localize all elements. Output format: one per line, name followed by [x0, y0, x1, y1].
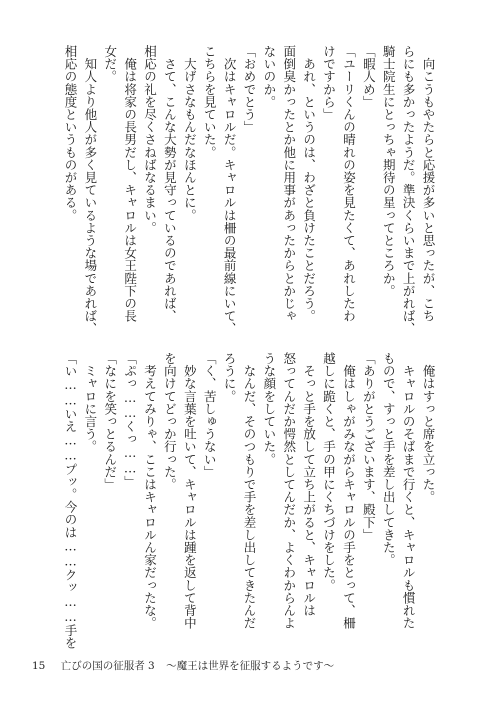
text-line: 「なにを笑っとるんだ」 [102, 352, 118, 491]
text-line: 俺はしゃがみながらキャロルの手をとって、柵 [341, 352, 357, 630]
text-line: らにも多かったようだ。準決くらいまで上がれば、 [401, 45, 417, 335]
text-line: そっと手を放して立ち上がると、キャロルは [301, 352, 317, 617]
text-line: さて、こんな大勢が見守っているのであれば、 [162, 45, 178, 323]
text-line: 考えてみりゃ、ここはキャロルん家だったな。 [142, 352, 158, 630]
text-line: けですから」 [321, 45, 337, 121]
text-line: 知人より他人が多く見ているような場であれば、 [82, 45, 98, 335]
text-line: なんだ、そのつもりで手を差し出してきたんだ [241, 352, 257, 630]
page-footer [32, 658, 334, 673]
text-line: うな顔をしていた。 [261, 352, 277, 466]
book-title: 亡びの国の征服者 3 [60, 660, 155, 672]
text-line: 女だ。 [102, 45, 118, 83]
text-line: ミャロに言う。 [82, 352, 98, 453]
text-line: ろうに。 [222, 352, 238, 403]
text-line: 妙な言葉を吐いて、キャロルは踵を返して背中 [182, 352, 198, 630]
text-line: 越しに跪くと、手の甲にくちづけをした。 [321, 352, 337, 592]
text-line: 騎士院生にとっちゃ期待の星ってところか。 [381, 45, 397, 297]
text-line: もので、すっと手を差し出してきた。 [381, 352, 397, 567]
text-line: 相応の態度というものがある。 [62, 45, 78, 222]
text-line: 向こうもやたらと応援が多いと思ったが、こち [421, 45, 436, 323]
page-number: 15 [32, 660, 46, 672]
text-line: 「ユーリくんの晴れの姿を見たくて、あれしたわ [341, 45, 357, 323]
text-line: こちらを見ていた。 [202, 45, 218, 159]
text-line: 大げさなもんだなほんとに。 [182, 45, 198, 222]
book-subtitle: 〜魔王は世界を征服するようです〜 [166, 660, 335, 672]
text-line: 「ありがとうございます、殿下」 [361, 352, 377, 541]
text-line: 「ぷっ……くっ……」 [122, 352, 138, 488]
upper-text-block [43, 45, 438, 335]
text-line: 面倒臭かったとか他に用事があったからとかじゃ [281, 45, 297, 323]
text-line: 怒ってんだか愕然としてんだか、よくわからんよ [281, 352, 297, 630]
text-line: 「く、苦しゅうない」 [202, 352, 218, 478]
text-line: キャロルのそばまで行くと、キャロルも慣れた [401, 352, 417, 630]
text-line: 「暇人め」 [361, 45, 377, 108]
text-line: ないのか。 [261, 45, 277, 108]
text-line: 俺はすっと席を立った。 [421, 352, 436, 504]
text-line: 俺は将家の長男だし、キャロルは女王陛下の長 [122, 45, 138, 323]
text-line: あれ、というのは、わざと負けたことだろう。 [301, 45, 317, 323]
lower-text-block [43, 352, 438, 650]
text-line: 相応の礼を尽くさねばなるまい。 [142, 45, 158, 234]
text-line: 「おめでとう」 [241, 45, 257, 134]
text-line: 「い……いえ……プッ。今のは……クッ……手を [62, 352, 78, 650]
text-line: 次はキャロルだ。キャロルは柵の最前線にいて、 [222, 45, 238, 335]
text-line: を向けてどっか行った。 [162, 352, 178, 491]
